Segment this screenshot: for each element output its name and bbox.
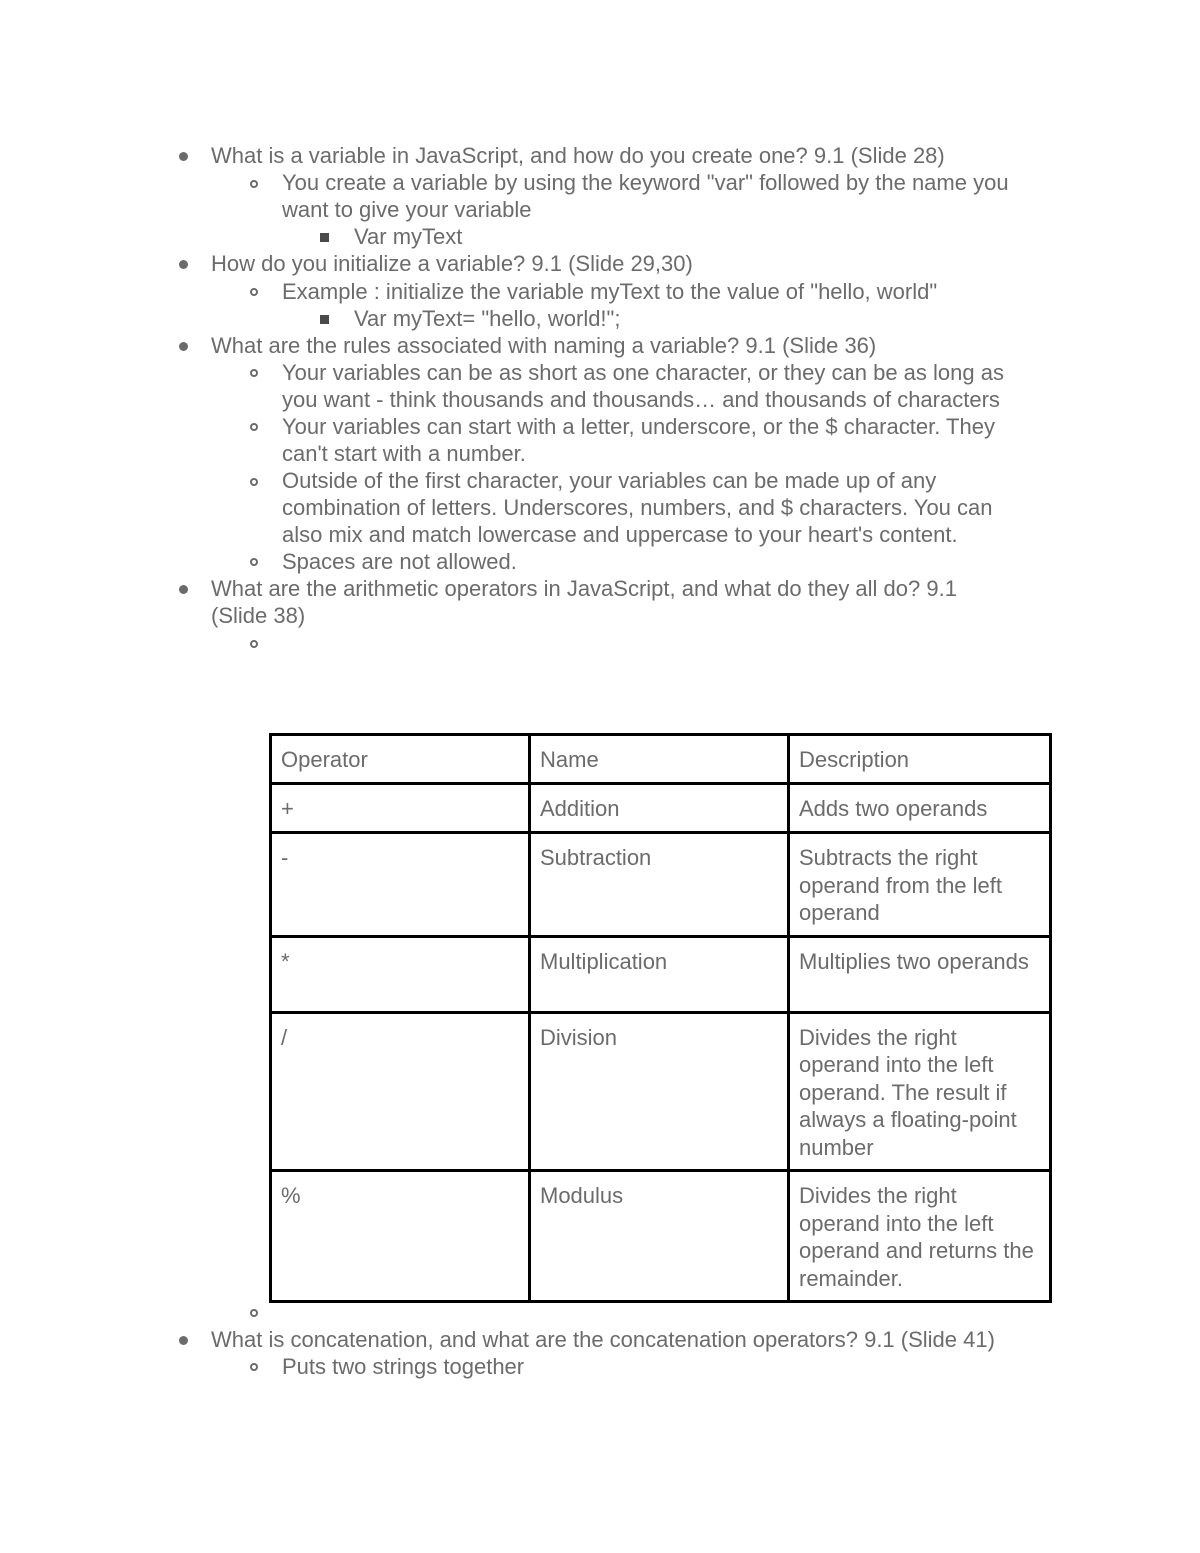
operator-cell: +	[271, 784, 530, 833]
question-naming-rules: What are the rules associated with naming a variable? 9.1 (Slide 36)	[211, 333, 877, 358]
rule-length-line1: Your variables can be as short as one character, or they can be as long as	[282, 360, 1004, 385]
operator-cell: -	[271, 833, 530, 937]
operator-cell: /	[271, 1012, 530, 1171]
code-example-declare: Var myText	[354, 224, 463, 249]
bullet-disc-icon	[179, 585, 188, 594]
question-initialize: How do you initialize a variable? 9.1 (Slide 29,30)	[211, 251, 693, 276]
bullet-disc-icon	[179, 260, 188, 269]
answer-initialize: Example : initialize the variable myText to the value of "hello, world"	[282, 279, 938, 304]
description-cell: Divides the right operand into the left operand. The result if always a floating-point number	[789, 1012, 1051, 1171]
bullet-disc-icon	[179, 1336, 188, 1345]
description-cell: Subtracts the right operand from the left operand	[789, 833, 1051, 937]
bullet-circle-icon	[250, 1309, 258, 1317]
header-operator: Operator	[271, 735, 530, 784]
bullet-circle-icon	[250, 558, 258, 566]
description-cell: Divides the right operand into the left operand and returns the remainder.	[789, 1171, 1051, 1302]
bullet-circle-icon	[250, 423, 258, 431]
name-cell: Subtraction	[530, 833, 789, 937]
question-arithmetic-line1: What are the arithmetic operators in JavaScript, and what do they all do? 9.1	[211, 576, 957, 601]
operators-table	[269, 733, 1052, 1303]
operator-cell: %	[271, 1171, 530, 1302]
bullet-square-icon	[320, 233, 329, 242]
code-example-initialize: Var myText= "hello, world!";	[354, 306, 621, 331]
bullet-circle-icon	[250, 1363, 258, 1371]
question-variable: What is a variable in JavaScript, and how do you create one? 9.1 (Slide 28)	[211, 143, 945, 168]
table-row	[271, 1012, 1051, 1171]
bullet-disc-icon	[179, 342, 188, 351]
name-cell: Modulus	[530, 1171, 789, 1302]
table-header-row	[271, 735, 1051, 784]
table-row	[271, 936, 1051, 1012]
table-row	[271, 1171, 1051, 1302]
name-cell: Division	[530, 1012, 789, 1171]
question-concatenation: What is concatenation, and what are the concatenation operators? 9.1 (Slide 41)	[211, 1327, 995, 1352]
description-cell: Adds two operands	[789, 784, 1051, 833]
bullet-circle-icon	[250, 478, 258, 486]
name-cell: Multiplication	[530, 936, 789, 1012]
table-row	[271, 833, 1051, 937]
answer-concatenation: Puts two strings together	[282, 1354, 525, 1379]
table-row	[271, 784, 1051, 833]
bullet-circle-icon	[250, 288, 258, 296]
rule-characters-line1: Outside of the first character, your variables can be made up of any	[282, 468, 937, 493]
description-cell: Multiplies two operands	[789, 936, 1051, 1012]
answer-create-variable-line2: want to give your variable	[282, 197, 532, 222]
bullet-circle-icon	[250, 369, 258, 377]
bullet-square-icon	[320, 315, 329, 324]
question-arithmetic-line2: (Slide 38)	[211, 603, 306, 628]
answer-create-variable-line1: You create a variable by using the keyword "var" followed by the name you	[282, 170, 1009, 195]
name-cell: Addition	[530, 784, 789, 833]
header-description: Description	[789, 735, 1051, 784]
rule-characters-line3: also mix and match lowercase and uppercase to your heart's content.	[282, 522, 958, 547]
rule-characters-line2: combination of letters. Underscores, numbers, and $ characters. You can	[282, 495, 993, 520]
bullet-circle-icon	[250, 180, 258, 188]
bullet-disc-icon	[179, 152, 188, 161]
operator-cell: *	[271, 936, 530, 1012]
rule-length-line2: you want - think thousands and thousands… and thousands of characters	[282, 387, 1000, 412]
header-name: Name	[530, 735, 789, 784]
rule-start-line2: can't start with a number.	[282, 441, 526, 466]
rule-spaces: Spaces are not allowed.	[282, 549, 517, 574]
rule-start-line1: Your variables can start with a letter, underscore, or the $ character. They	[282, 414, 995, 439]
bullet-circle-icon	[250, 640, 258, 648]
